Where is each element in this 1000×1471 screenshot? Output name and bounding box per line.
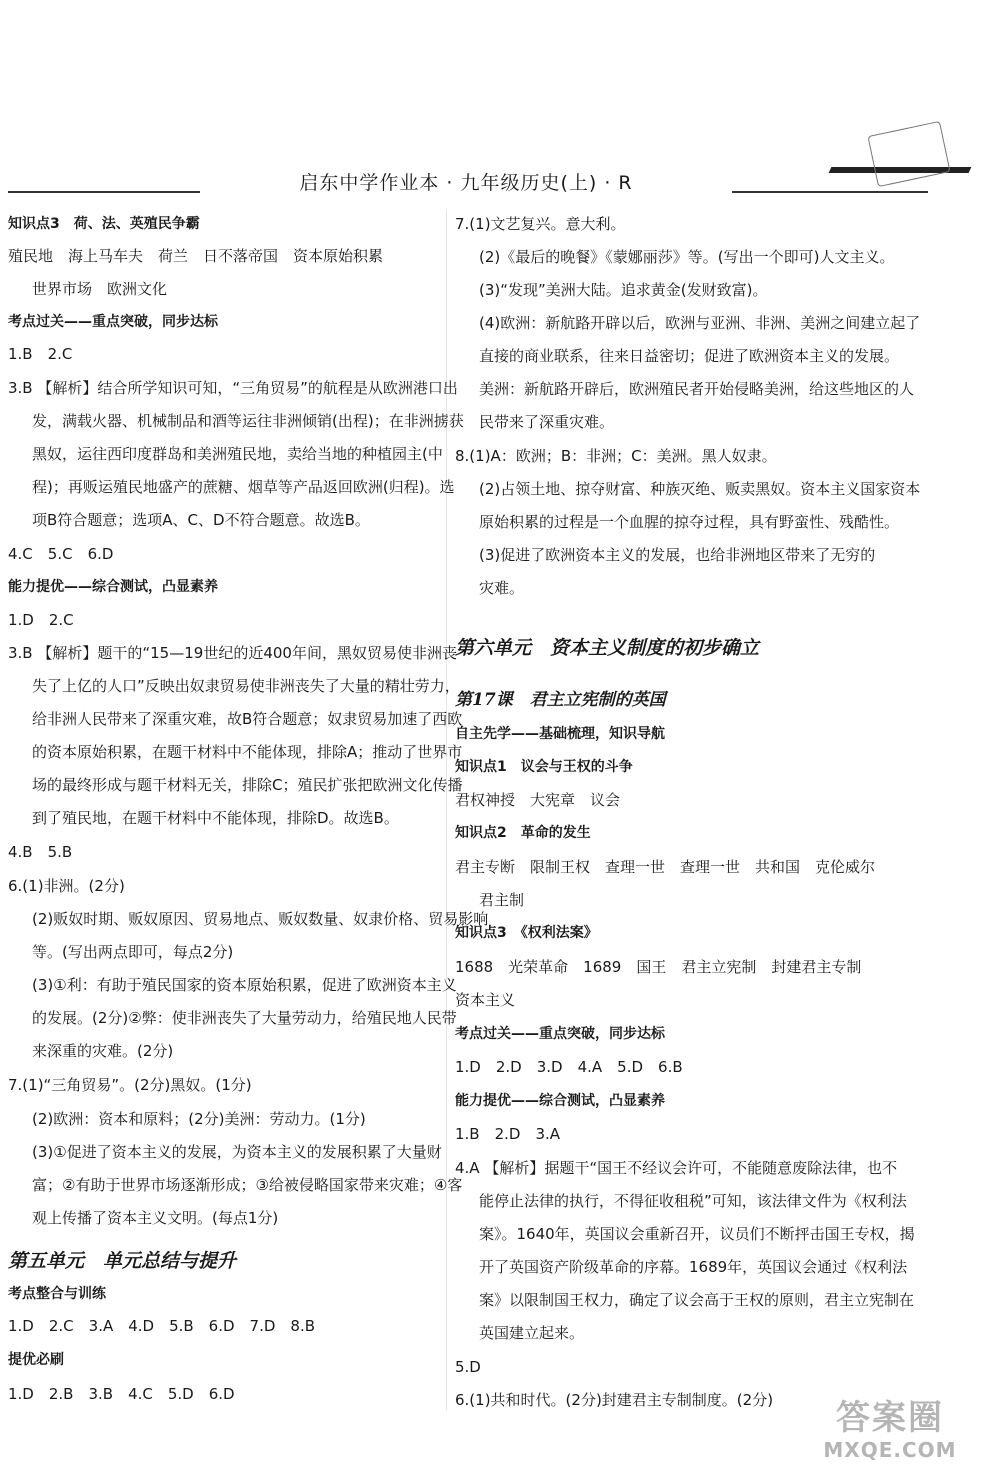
answer-line: (3)“发现”美洲大陆。追求黄金(发财致富)。 <box>479 281 768 299</box>
answer-line: 4.B 5.B <box>8 843 73 861</box>
answer-line: 场的最终形成与题干材料无关，排除C；殖民扩张把欧洲文化传播 <box>32 776 463 794</box>
answer-line: (2)《最后的晚餐》《蒙娜丽莎》等。(写出一个即可)人文主义。 <box>479 248 895 266</box>
section-heading: 能力提优——综合测试，凸显素养 <box>455 1093 665 1109</box>
header-title: 启东中学作业本 · 九年级历史(上) · R <box>200 168 732 195</box>
section-heading: 考点过关——重点突破，同步达标 <box>8 314 218 330</box>
answer-line: 君主专断 限制王权 查理一世 查理一世 共和国 克伦威尔 <box>455 858 876 876</box>
answer-line: 殖民地 海上马车夫 荷兰 日不落帝国 资本原始积累 <box>8 247 384 265</box>
answer-line: (2)占领土地、掠夺财富、种族灭绝、贩卖黑奴。资本主义国家资本 <box>479 480 921 498</box>
answer-line: 1.D 2.D 3.D 4.A 5.D 6.B <box>455 1058 683 1076</box>
answer-line: 1.D 2.C 3.A 4.D 5.B 6.D 7.D 8.B <box>8 1317 316 1335</box>
section-heading: 能力提优——综合测试，凸显素养 <box>8 579 218 595</box>
answer-line: 给非洲人民带来了深重灾难，故B符合题意；奴隶贸易加速了西欧 <box>32 710 463 728</box>
answer-line: (3)①促进了资本主义的发展，为资本主义的发展积累了大量财 <box>32 1143 442 1161</box>
answer-line: (3)促进了欧洲资本主义的发展，也给非洲地区带来了无穷的 <box>479 546 876 564</box>
corner-stamp-icon <box>867 121 950 187</box>
answer-line: 4.C 5.C 6.D <box>8 545 114 563</box>
answer-line: 1.B 2.C <box>8 345 73 363</box>
answer-line: 资本主义 <box>455 991 516 1009</box>
answer-line: 开了英国资产阶级革命的序幕。1689年，英国议会通过《权利法 <box>479 1258 908 1276</box>
answer-line: 8.(1)A：欧洲；B：非洲；C：美洲。黑人奴隶。 <box>455 447 777 465</box>
answer-line: 发，满载火器、机械制品和酒等运往非洲倾销(出程)；在非洲掳获 <box>32 412 464 430</box>
answer-line: 美洲：新航路开辟后，欧洲殖民者开始侵略美洲，给这些地区的人 <box>479 380 915 398</box>
answer-line: 的发展。(2分)②弊：使非洲丧失了大量劳动力，给殖民地人民带 <box>32 1009 457 1027</box>
answer-line: (2)欧洲：资本和原料；(2分)美洲：劳动力。(1分) <box>32 1110 366 1128</box>
answer-line: 6.(1)非洲。(2分) <box>8 877 125 895</box>
answer-line: 直接的商业联系，往来日益密切；促进了欧洲资本主义的发展。 <box>479 347 900 365</box>
section-heading: 自主先学——基础梳理，知识导航 <box>455 726 665 742</box>
answer-line: 到了殖民地，在题干材料中不能体现，排除D。故选B。 <box>32 809 399 827</box>
knowledge-point-heading: 知识点3 《权利法案》 <box>455 925 598 941</box>
answer-line: 4.A 【解析】据题干“国王不经议会许可，不能随意废除法律，也不 <box>455 1159 898 1177</box>
answer-line: 案》以限制国王权力，确定了议会高于王权的原则，君主立宪制在 <box>479 1291 915 1309</box>
answer-line: 失了上亿的人口”反映出奴隶贸易使非洲丧失了大量的精壮劳力， <box>32 677 460 695</box>
knowledge-point-heading: 知识点3 荷、法、英殖民争霸 <box>8 216 200 232</box>
knowledge-point-heading: 知识点2 革命的发生 <box>455 825 591 841</box>
answer-line: 7.(1)文艺复兴。意大利。 <box>455 215 626 233</box>
answer-line: 程)；再贩运殖民地盛产的蔗糖、烟草等产品返回欧洲(归程)。选 <box>32 478 455 496</box>
answer-line: 7.(1)“三角贸易”。(2分)黑奴。(1分) <box>8 1076 252 1094</box>
answer-line: 黑奴，运往西印度群岛和美洲殖民地，卖给当地的种植园主(中 <box>32 445 443 463</box>
section-heading: 提优必刷 <box>8 1352 64 1368</box>
answer-line: 民带来了深重灾难。 <box>479 413 615 431</box>
page-header <box>0 0 1000 215</box>
answer-line: 来深重的灾难。(2分) <box>32 1042 174 1060</box>
lesson-title: 第17课 君主立宪制的英国 <box>455 690 666 710</box>
answer-line: 等。(写出两点即可，每点2分) <box>32 943 234 961</box>
answer-line: 1.B 2.D 3.A <box>455 1125 561 1143</box>
answer-line: 3.B 【解析】题干的“15—19世纪的近400年间，黑奴贸易使非洲丧 <box>8 644 457 662</box>
unit-title: 第六单元 资本主义制度的初步确立 <box>455 637 760 659</box>
answer-line: (2)贩奴时期、贩奴原因、贸易地点、贩奴数量、奴隶价格、贸易影响 <box>32 910 489 928</box>
section-heading: 考点整合与训练 <box>8 1286 106 1302</box>
answer-line: 5.D <box>455 1358 481 1376</box>
answer-line: 君主制 <box>479 891 525 909</box>
watermark-url: MXQE.COM <box>823 1438 957 1462</box>
answer-line: 能停止法律的执行，不得征收租税”可知，该法律文件为《权利法 <box>479 1192 907 1210</box>
watermark-logo <box>790 1398 990 1468</box>
knowledge-point-heading: 知识点1 议会与王权的斗争 <box>455 759 633 775</box>
answer-line: 君权神授 大宪章 议会 <box>455 791 621 809</box>
unit-title: 第五单元 单元总结与提升 <box>8 1250 237 1272</box>
answer-line: 6.(1)共和时代。(2分)封建君主专制制度。(2分) <box>455 1391 774 1409</box>
answer-line: 3.B 【解析】结合所学知识可知，“三角贸易”的航程是从欧洲港口出 <box>8 379 458 397</box>
answer-line: 项B符合题意；选项A、C、D不符合题意。故选B。 <box>32 511 370 529</box>
section-heading: 考点过关——重点突破，同步达标 <box>455 1026 665 1042</box>
answer-line: (3)①利：有助于殖民国家的资本原始积累，促进了欧洲资本主义 <box>32 976 457 994</box>
answer-line: 观上传播了资本主义文明。(每点1分) <box>32 1209 279 1227</box>
answer-line: (4)欧洲：新航路开辟以后，欧洲与亚洲、非洲、美洲之间建立起了 <box>479 314 921 332</box>
answer-line: 灾难。 <box>479 579 525 597</box>
answer-line: 的资本原始积累，在题干材料中不能体现，排除A；推动了世界市 <box>32 743 463 761</box>
answer-line: 原始积累的过程是一个血腥的掠夺过程，具有野蛮性、残酷性。 <box>479 513 900 531</box>
answer-line: 1.D 2.B 3.B 4.C 5.D 6.D <box>8 1385 235 1403</box>
answer-line: 1.D 2.C <box>8 611 74 629</box>
watermark-text: 答案圈 <box>836 1398 944 1438</box>
answer-line: 1688 光荣革命 1689 国王 君主立宪制 封建君主专制 <box>455 958 862 976</box>
answer-line: 英国建立起来。 <box>479 1324 585 1342</box>
answer-line: 富；②有助于世界市场逐渐形成；③给被侵略国家带来灾难；④客 <box>32 1176 463 1194</box>
answer-line: 案》。1640年，英国议会重新召开，议员们不断抨击国王专权，揭 <box>479 1225 915 1243</box>
answer-line: 世界市场 欧洲文化 <box>32 280 168 298</box>
